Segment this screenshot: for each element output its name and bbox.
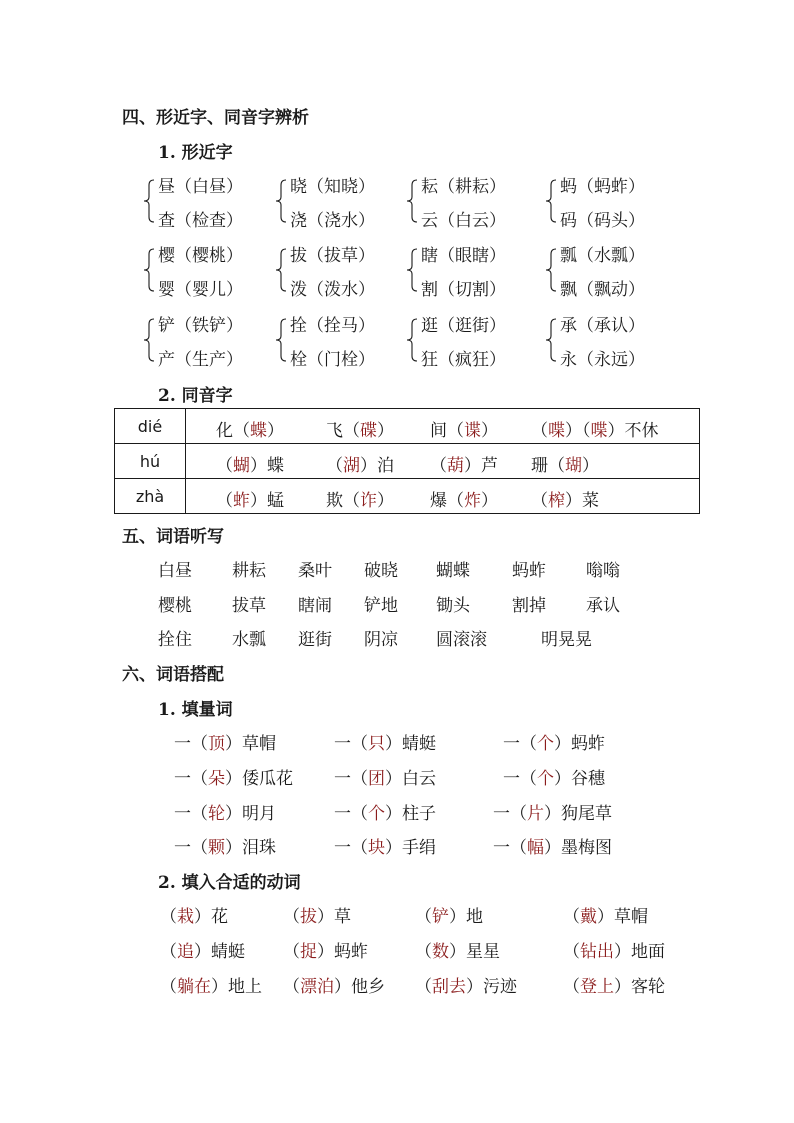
- similar-char-entry: 蚂（蚂蚱）: [560, 177, 645, 197]
- prompt-text: ）地上: [211, 977, 262, 997]
- measure-word-item: [493, 804, 612, 824]
- homophone-item: [326, 486, 394, 511]
- prompt-text: （: [160, 907, 177, 927]
- homophone-row: [115, 479, 700, 514]
- prompt-text: ）手绢: [385, 838, 436, 858]
- prompt-text: ）花: [194, 907, 228, 927]
- brace-icon: [544, 318, 558, 362]
- answer-text: 榨: [548, 491, 565, 511]
- answer-text: 葫: [447, 456, 464, 476]
- similar-char-entry: 铲（铁铲）: [158, 316, 243, 336]
- prompt-text: ）蜻蜓: [194, 942, 245, 962]
- prompt-text: ）芦: [464, 456, 498, 476]
- similar-char-entry: 泼（泼水）: [290, 280, 375, 300]
- dictation-word: 白昼: [158, 561, 192, 581]
- prompt-text: ）白云: [385, 769, 436, 789]
- prompt-text: ）蝶: [250, 456, 284, 476]
- answer-text: 块: [368, 838, 385, 858]
- homophone-item: [216, 451, 284, 476]
- measure-word-item: [174, 769, 293, 789]
- prompt-text: ）（: [565, 421, 591, 441]
- prompt-text: ）: [481, 491, 498, 511]
- homophone-item: [216, 486, 284, 511]
- answer-text: 个: [537, 734, 554, 754]
- similar-char-entry: 栓（门栓）: [290, 350, 375, 370]
- homophone-items-cell: [186, 409, 700, 444]
- answer-text: 片: [527, 804, 544, 824]
- pinyin-cell: zhà: [115, 479, 186, 514]
- dictation-word: 破晓: [364, 561, 398, 581]
- answer-text: 捉: [300, 942, 317, 962]
- homophone-item: [430, 416, 498, 441]
- prompt-text: 一（: [174, 734, 208, 754]
- section-6-title: 六、词语搭配: [122, 665, 224, 685]
- similar-char-entry: 逛（逛街）: [421, 316, 506, 336]
- prompt-text: 欺（: [326, 491, 360, 511]
- answer-text: 数: [432, 942, 449, 962]
- prompt-text: ）蜻蜓: [385, 734, 436, 754]
- similar-char-entry: 飘（飘动）: [560, 280, 645, 300]
- prompt-text: 一（: [174, 838, 208, 858]
- similar-char-entry: 瓢（水瓢）: [560, 246, 645, 266]
- homophone-item: [216, 416, 284, 441]
- prompt-text: ）谷穗: [554, 769, 605, 789]
- dictation-word: 拴住: [158, 630, 192, 650]
- prompt-text: ）: [267, 421, 284, 441]
- dictation-word: 桑叶: [298, 561, 332, 581]
- dictation-word: 樱桃: [158, 596, 192, 616]
- homophone-item: [531, 416, 659, 441]
- answer-text: 湖: [343, 456, 360, 476]
- dictation-word: 瞎闹: [298, 596, 332, 616]
- answer-text: 顶: [208, 734, 225, 754]
- prompt-text: 一（: [334, 804, 368, 824]
- pinyin-cell: dié: [115, 409, 186, 444]
- homophone-item: [326, 451, 394, 476]
- measure-word-item: [174, 838, 276, 858]
- similar-char-entry: 产（生产）: [158, 350, 243, 370]
- prompt-text: ）狗尾草: [544, 804, 612, 824]
- prompt-text: ）: [481, 421, 498, 441]
- answer-text: 蚱: [233, 491, 250, 511]
- answer-text: 追: [177, 942, 194, 962]
- verb-item: [563, 942, 665, 962]
- prompt-text: 一（: [493, 838, 527, 858]
- prompt-text: 化（: [216, 421, 250, 441]
- answer-text: 喋: [548, 421, 565, 441]
- prompt-text: ）墨梅图: [544, 838, 612, 858]
- dictation-word: 阴凉: [364, 630, 398, 650]
- measure-word-item: [503, 769, 605, 789]
- answer-text: 漂泊: [300, 977, 334, 997]
- brace-icon: [544, 248, 558, 292]
- answer-text: 朵: [208, 769, 225, 789]
- similar-char-entry: 拴（拴马）: [290, 316, 375, 336]
- prompt-text: ）客轮: [614, 977, 665, 997]
- dictation-word: 逛街: [298, 630, 332, 650]
- answer-text: 刮去: [432, 977, 466, 997]
- answer-text: 钻出: [580, 942, 614, 962]
- dictation-word: 拔草: [232, 596, 266, 616]
- similar-char-entry: 昼（白昼）: [158, 177, 243, 197]
- prompt-text: 一（: [334, 769, 368, 789]
- answer-text: 团: [368, 769, 385, 789]
- prompt-text: （: [531, 421, 548, 441]
- brace-icon: [405, 179, 419, 223]
- prompt-text: （: [216, 491, 233, 511]
- verb-item: [160, 942, 245, 962]
- dictation-word: 圆滚滚: [436, 630, 487, 650]
- verb-item: [563, 907, 648, 927]
- answer-text: 躺在: [177, 977, 211, 997]
- prompt-text: 一（: [334, 838, 368, 858]
- prompt-text: ）草帽: [597, 907, 648, 927]
- brace-icon: [544, 179, 558, 223]
- similar-char-entry: 狂（疯狂）: [421, 350, 506, 370]
- similar-char-entry: 瞎（眼瞎）: [421, 246, 506, 266]
- prompt-text: （: [563, 907, 580, 927]
- homophone-item: [326, 416, 394, 441]
- measure-word-item: [334, 838, 436, 858]
- homophone-row: [115, 409, 700, 444]
- measure-word-item: [334, 804, 436, 824]
- verb-item: [283, 942, 368, 962]
- answer-text: 铲: [432, 907, 449, 927]
- prompt-text: ）明月: [225, 804, 276, 824]
- prompt-text: ）柱子: [385, 804, 436, 824]
- prompt-text: ）地面: [614, 942, 665, 962]
- similar-char-entry: 割（切割）: [421, 280, 506, 300]
- prompt-text: （: [283, 942, 300, 962]
- prompt-text: 一（: [503, 769, 537, 789]
- verb-item: [563, 977, 665, 997]
- prompt-text: ）污迹: [466, 977, 517, 997]
- prompt-text: （: [430, 456, 447, 476]
- homophone-item: [531, 451, 599, 476]
- measure-word-item: [174, 804, 276, 824]
- prompt-text: ）地: [449, 907, 483, 927]
- verbs-subtitle: 2. 填入合适的动词: [158, 873, 301, 893]
- homophone-row: [115, 444, 700, 479]
- dictation-word: 蝴蝶: [436, 561, 470, 581]
- prompt-text: 一（: [493, 804, 527, 824]
- verb-item: [160, 977, 262, 997]
- dictation-word: 耕耘: [232, 561, 266, 581]
- section-5-title: 五、词语听写: [122, 527, 224, 547]
- prompt-text: ）草: [317, 907, 351, 927]
- prompt-text: （: [283, 977, 300, 997]
- answer-text: 瑚: [565, 456, 582, 476]
- prompt-text: ）蜢: [250, 491, 284, 511]
- prompt-text: ）不休: [607, 421, 659, 441]
- dictation-word: 铲地: [364, 596, 398, 616]
- answer-text: 个: [537, 769, 554, 789]
- section-4-title: 四、形近字、同音字辨析: [122, 108, 309, 128]
- prompt-text: （: [283, 907, 300, 927]
- similar-char-entry: 浇（浇水）: [290, 211, 375, 231]
- prompt-text: 珊（: [531, 456, 565, 476]
- verb-item: [415, 977, 517, 997]
- dictation-word: 明晃晃: [541, 630, 592, 650]
- prompt-text: ）: [582, 456, 599, 476]
- prompt-text: （: [160, 977, 177, 997]
- prompt-text: （: [415, 942, 432, 962]
- answer-text: 只: [368, 734, 385, 754]
- similar-char-entry: 晓（知晓）: [290, 177, 375, 197]
- homophones-table: [114, 408, 700, 514]
- verb-item: [415, 942, 500, 962]
- dictation-word: 水瓢: [232, 630, 266, 650]
- dictation-word: 嗡嗡: [586, 561, 620, 581]
- verb-item: [415, 907, 483, 927]
- brace-icon: [142, 179, 156, 223]
- verb-item: [283, 907, 351, 927]
- prompt-text: ）他乡: [334, 977, 385, 997]
- brace-icon: [142, 248, 156, 292]
- answer-text: 蝶: [250, 421, 267, 441]
- prompt-text: ）星星: [449, 942, 500, 962]
- answer-text: 轮: [208, 804, 225, 824]
- similar-char-entry: 樱（樱桃）: [158, 246, 243, 266]
- prompt-text: ）: [377, 421, 394, 441]
- answer-text: 炸: [464, 491, 481, 511]
- dictation-word: 承认: [586, 596, 620, 616]
- brace-icon: [274, 318, 288, 362]
- measure-word-item: [334, 734, 436, 754]
- homophone-item: [430, 486, 498, 511]
- dictation-word: 割掉: [512, 596, 546, 616]
- similar-char-entry: 承（承认）: [560, 316, 645, 336]
- answer-text: 诈: [360, 491, 377, 511]
- measure-word-item: [174, 734, 276, 754]
- prompt-text: 一（: [334, 734, 368, 754]
- prompt-text: ）草帽: [225, 734, 276, 754]
- dictation-word: 蚂蚱: [512, 561, 546, 581]
- pinyin-cell: hú: [115, 444, 186, 479]
- answer-text: 幅: [527, 838, 544, 858]
- answer-text: 登上: [580, 977, 614, 997]
- homophone-item: [531, 486, 599, 511]
- homophone-item: [430, 451, 498, 476]
- similar-char-entry: 耘（耕耘）: [421, 177, 506, 197]
- prompt-text: （: [563, 977, 580, 997]
- prompt-text: ）倭瓜花: [225, 769, 293, 789]
- prompt-text: （: [216, 456, 233, 476]
- prompt-text: 飞（: [326, 421, 360, 441]
- answer-text: 戴: [580, 907, 597, 927]
- prompt-text: （: [160, 942, 177, 962]
- prompt-text: （: [326, 456, 343, 476]
- similar-char-entry: 拔（拔草）: [290, 246, 375, 266]
- brace-icon: [142, 318, 156, 362]
- prompt-text: ）蚂蚱: [317, 942, 368, 962]
- brace-icon: [405, 248, 419, 292]
- similar-chars-subtitle: 1. 形近字: [158, 143, 233, 163]
- homophones-subtitle: 2. 同音字: [158, 386, 233, 406]
- verb-item: [283, 977, 385, 997]
- answer-text: 喋: [590, 421, 608, 441]
- answer-text: 谍: [464, 421, 481, 441]
- answer-text: 个: [368, 804, 385, 824]
- answer-text: 碟: [360, 421, 377, 441]
- answer-text: 蝴: [233, 456, 250, 476]
- brace-icon: [274, 248, 288, 292]
- measure-word-item: [334, 769, 436, 789]
- prompt-text: ）蚂蚱: [554, 734, 605, 754]
- measure-word-item: [493, 838, 612, 858]
- similar-char-entry: 永（永远）: [560, 350, 645, 370]
- similar-char-entry: 云（白云）: [421, 211, 506, 231]
- prompt-text: ）菜: [565, 491, 599, 511]
- homophone-items-cell: [186, 444, 700, 479]
- answer-text: 拔: [300, 907, 317, 927]
- prompt-text: （: [531, 491, 548, 511]
- prompt-text: ）泪珠: [225, 838, 276, 858]
- brace-icon: [405, 318, 419, 362]
- prompt-text: ）泊: [360, 456, 394, 476]
- prompt-text: 一（: [503, 734, 537, 754]
- prompt-text: （: [415, 907, 432, 927]
- prompt-text: 间（: [430, 421, 464, 441]
- similar-char-entry: 婴（婴儿）: [158, 280, 243, 300]
- answer-text: 颗: [208, 838, 225, 858]
- prompt-text: ）: [377, 491, 394, 511]
- brace-icon: [274, 179, 288, 223]
- dictation-word: 锄头: [436, 596, 470, 616]
- similar-char-entry: 查（检查）: [158, 211, 243, 231]
- similar-char-entry: 码（码头）: [560, 211, 645, 231]
- prompt-text: 爆（: [430, 491, 464, 511]
- prompt-text: （: [415, 977, 432, 997]
- verb-item: [160, 907, 228, 927]
- answer-text: 栽: [177, 907, 194, 927]
- measure-words-subtitle: 1. 填量词: [158, 700, 233, 720]
- prompt-text: （: [563, 942, 580, 962]
- homophone-items-cell: [186, 479, 700, 514]
- measure-word-item: [503, 734, 605, 754]
- prompt-text: 一（: [174, 804, 208, 824]
- prompt-text: 一（: [174, 769, 208, 789]
